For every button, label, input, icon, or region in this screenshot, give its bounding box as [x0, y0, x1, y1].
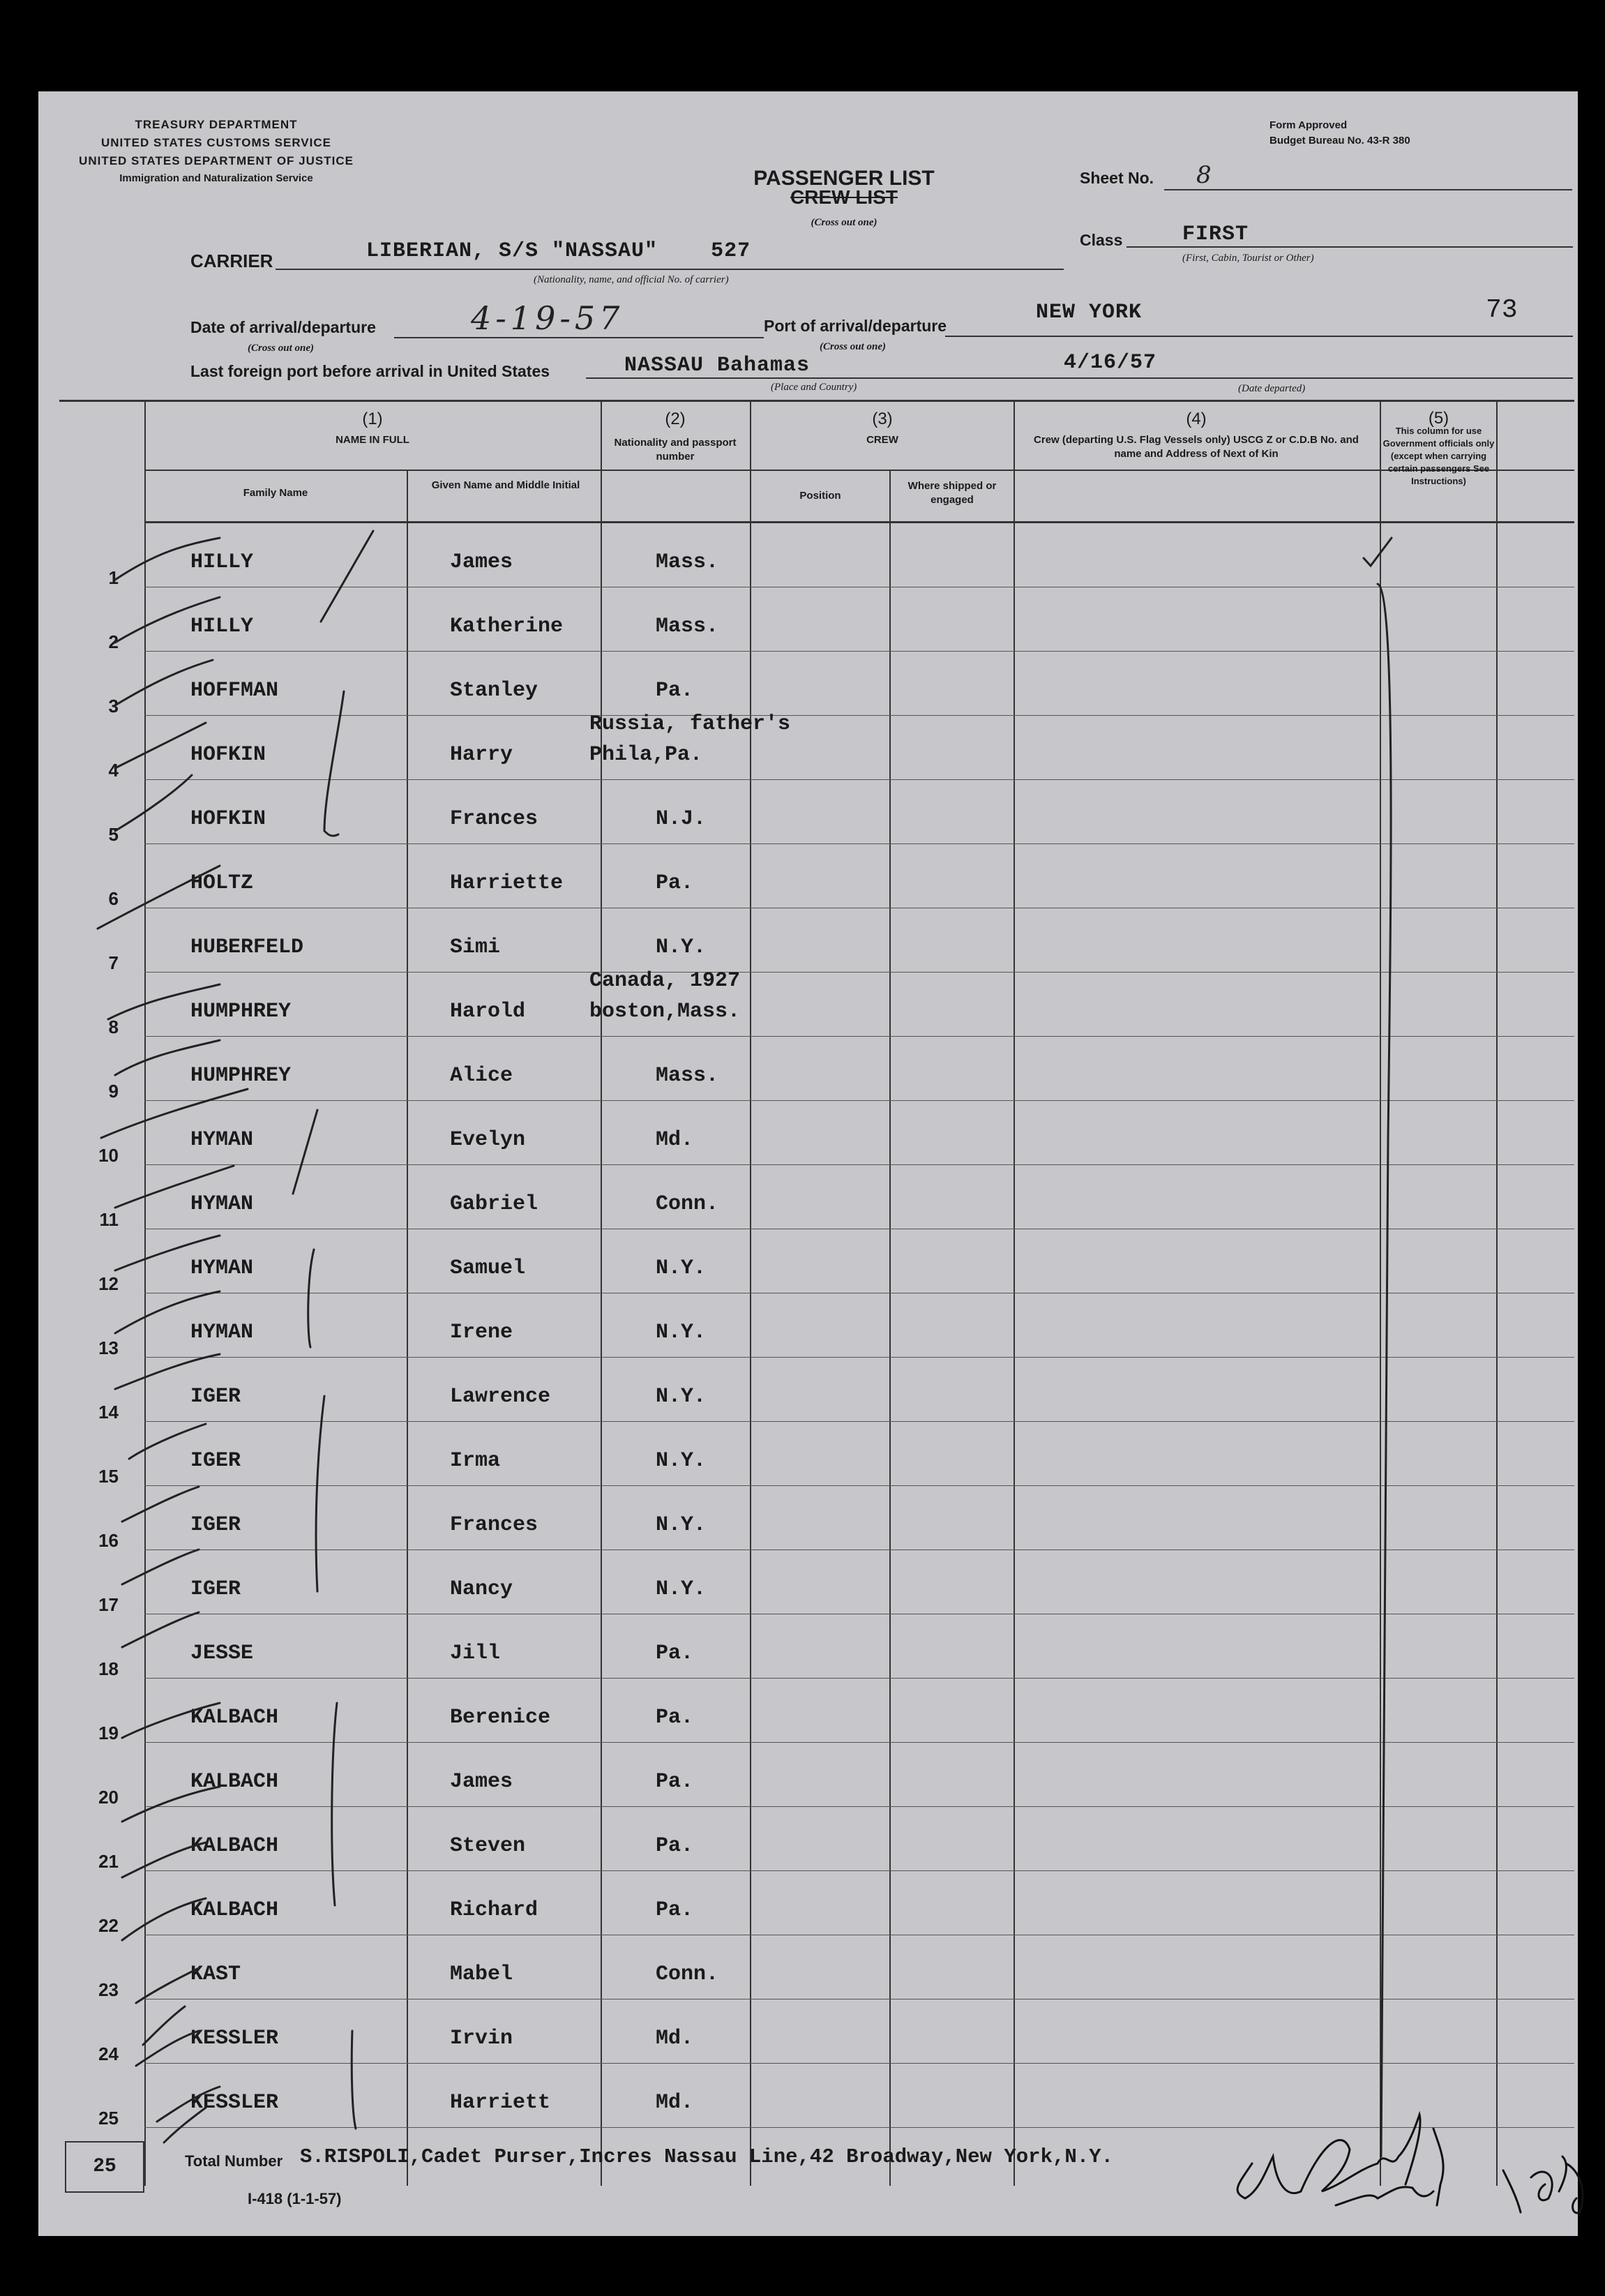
row-number: 8	[108, 1016, 119, 1037]
date-departed-hint: (Date departed)	[1238, 383, 1306, 394]
total-label: Total Number	[185, 2152, 283, 2170]
row-number: 3	[108, 696, 119, 716]
nationality: N.Y.	[656, 1513, 707, 1537]
col4-header: (4) Crew (departing U.S. Flag Vessels only) USCG Z or C.D.B No. and name and Address of Next of Kin	[1034, 410, 1359, 460]
date-label: Date of arrival/departure	[190, 318, 376, 336]
row-divider	[144, 1485, 1574, 1486]
class-label: Class	[1080, 231, 1123, 249]
family-name: HYMAN	[190, 1192, 254, 1216]
col2-header: (2) Nationality and passport number	[614, 410, 737, 463]
row-number: 17	[98, 1594, 119, 1615]
row-divider	[144, 651, 1574, 652]
last-port-label: Last foreign port before arrival in United States	[190, 362, 550, 380]
family-name: KALBACH	[190, 1770, 279, 1794]
given-name: Harriett	[450, 2091, 551, 2115]
row-number: 2	[108, 631, 119, 652]
nationality: Pa.	[656, 1642, 694, 1665]
row-number: 18	[98, 1658, 119, 1679]
given-name: Alice	[450, 1064, 513, 1088]
given-name: Lawrence	[450, 1385, 551, 1409]
row-number: 25	[98, 2108, 119, 2129]
given-name: Nancy	[450, 1577, 513, 1601]
nationality: Phila,Pa.	[589, 743, 703, 767]
row-number: 9	[108, 1081, 119, 1102]
given-name: Harriette	[450, 871, 564, 895]
nationality: Md.	[656, 2027, 694, 2050]
passenger-list-sheet	[38, 91, 1578, 2236]
nationality: Conn.	[656, 1963, 719, 1986]
family-name: JESSE	[190, 1642, 254, 1665]
row-number: 5	[108, 824, 119, 845]
row-number: 10	[98, 1145, 119, 1166]
form-code: I-418 (1-1-57)	[248, 2190, 342, 2207]
last-port-hint: (Place and Country)	[771, 382, 857, 393]
treasury-line: TREASURY DEPARTMENT	[135, 118, 298, 131]
family-name: IGER	[190, 1449, 241, 1473]
port-cross: (Cross out one)	[820, 341, 887, 352]
nationality: N.Y.	[656, 1449, 707, 1473]
row-divider	[144, 2063, 1574, 2064]
given-name: Berenice	[450, 1706, 551, 1729]
customs-line: UNITED STATES CUSTOMS SERVICE	[100, 136, 331, 149]
row-divider	[144, 1100, 1574, 1101]
port-label: Port of arrival/departure	[764, 317, 947, 335]
date-departed: 4/16/57	[1064, 351, 1157, 375]
nationality: Pa.	[656, 679, 694, 703]
given-name: Irma	[450, 1449, 501, 1473]
family-name: HYMAN	[190, 1321, 254, 1344]
family-name: HILLY	[190, 550, 254, 574]
date-cross: (Cross out one)	[248, 343, 315, 354]
given-name: Mabel	[450, 1963, 513, 1986]
family-name: HYMAN	[190, 1256, 254, 1280]
family-name: HOLTZ	[190, 871, 254, 895]
given-name: Frances	[450, 1513, 538, 1537]
row-divider	[144, 972, 1574, 973]
row-divider	[144, 1036, 1574, 1037]
family-name: IGER	[190, 1385, 241, 1409]
row-divider	[144, 1870, 1574, 1871]
budget-bureau: Budget Bureau No. 43-R 380	[1269, 135, 1410, 147]
class-hint: (First, Cabin, Tourist or Other)	[1182, 253, 1314, 264]
row-number: 12	[98, 1273, 119, 1294]
justice-line: UNITED STATES DEPARTMENT OF JUSTICE	[79, 154, 354, 167]
purser-signature	[1210, 2087, 1601, 2226]
sheet-value: 8	[1196, 161, 1212, 189]
family-name: IGER	[190, 1513, 241, 1537]
family-name: HOFKIN	[190, 807, 266, 831]
nationality: Pa.	[656, 1706, 694, 1729]
family-name: HUBERFELD	[190, 936, 304, 959]
given-name: James	[450, 550, 513, 574]
row-number: 13	[98, 1337, 119, 1358]
col3-header: (3) CREW	[866, 410, 898, 446]
family-name: KALBACH	[190, 1706, 279, 1729]
ins-line: Immigration and Naturalization Service	[119, 172, 313, 184]
carrier-value: LIBERIAN, S/S "NASSAU" 527	[366, 239, 751, 263]
family-name: KALBACH	[190, 1834, 279, 1858]
nationality: N.J.	[656, 807, 707, 831]
last-port-value: NASSAU Bahamas	[624, 354, 811, 377]
row-number: 16	[98, 1530, 119, 1551]
row-divider	[144, 1806, 1574, 1807]
given-name: James	[450, 1770, 513, 1794]
nationality: Md.	[656, 2091, 694, 2115]
given-name: Irvin	[450, 2027, 513, 2050]
nationality: Md.	[656, 1128, 694, 1152]
nationality: boston,Mass.	[589, 1000, 741, 1023]
purser-line: S.RISPOLI,Cadet Purser,Incres Nassau Line,42 Broadway,New York,N.Y.	[300, 2145, 1113, 2168]
row-number: 14	[98, 1402, 119, 1423]
family-name: IGER	[190, 1577, 241, 1601]
given-name: Richard	[450, 1898, 538, 1922]
given-name: Katherine	[450, 615, 564, 638]
family-name: HUMPHREY	[190, 1064, 292, 1088]
row-number: 22	[98, 1915, 119, 1936]
nationality: Pa.	[656, 1834, 694, 1858]
given-name: Samuel	[450, 1256, 526, 1280]
given-name: Steven	[450, 1834, 526, 1858]
nationality: Pa.	[656, 871, 694, 895]
row-divider	[144, 715, 1574, 716]
carrier-label: CARRIER	[190, 250, 273, 271]
form-approved: Form Approved	[1269, 119, 1348, 131]
row-number: 1	[108, 567, 119, 588]
given-name: Frances	[450, 807, 538, 831]
family-name-header: Family Name	[243, 487, 308, 499]
given-name: Harold	[450, 1000, 526, 1023]
nationality-note: Canada, 1927	[589, 969, 741, 993]
row-number: 19	[98, 1723, 119, 1743]
given-name: Simi	[450, 936, 501, 959]
given-name-header: Given Name and Middle Initial	[431, 479, 580, 491]
family-name: HYMAN	[190, 1128, 254, 1152]
position-header: Position	[799, 490, 841, 502]
nationality: Mass.	[656, 550, 719, 574]
corner-number: 73	[1486, 295, 1518, 325]
nationality: N.Y.	[656, 1321, 707, 1344]
nationality: N.Y.	[656, 1256, 707, 1280]
family-name: HOFFMAN	[190, 679, 279, 703]
shipped-header: Where shipped or engaged	[907, 480, 997, 506]
nationality: Conn.	[656, 1192, 719, 1216]
title-crew-list: CREW LIST	[790, 186, 898, 208]
carrier-hint: (Nationality, name, and official No. of carrier)	[534, 274, 729, 285]
nationality-note: Russia, father's	[589, 712, 791, 736]
row-number: 11	[99, 1209, 119, 1230]
col5-header: (5) This column for use Government officials only (except when carrying certain passengers See Instructions)	[1382, 409, 1495, 486]
sheet-label: Sheet No.	[1080, 169, 1154, 187]
family-name: HUMPHREY	[190, 1000, 292, 1023]
row-number: 4	[108, 760, 119, 781]
given-name: Evelyn	[450, 1128, 526, 1152]
nationality: N.Y.	[656, 1385, 707, 1409]
family-name: KESSLER	[190, 2091, 279, 2115]
port-value: NEW YORK	[1036, 301, 1143, 324]
title-passenger-list: PASSENGER LIST	[753, 167, 935, 190]
row-number: 15	[98, 1466, 119, 1487]
row-divider	[144, 1357, 1574, 1358]
family-name: HOFKIN	[190, 743, 266, 767]
row-number: 7	[108, 952, 119, 973]
arrival-date: 4-19-57	[471, 299, 624, 337]
given-name: Stanley	[450, 679, 538, 703]
row-number: 21	[98, 1851, 119, 1872]
nationality: Pa.	[656, 1898, 694, 1922]
row-number: 23	[98, 1979, 119, 2000]
family-name: HILLY	[190, 615, 254, 638]
nationality: Pa.	[656, 1770, 694, 1794]
row-number: 24	[98, 2043, 119, 2064]
row-divider	[144, 1742, 1574, 1743]
class-value: FIRST	[1182, 223, 1249, 246]
family-name: KAST	[190, 1963, 241, 1986]
row-number: 6	[108, 888, 119, 909]
given-name: Harry	[450, 743, 513, 767]
family-name: KESSLER	[190, 2027, 279, 2050]
nationality: N.Y.	[656, 1577, 707, 1601]
nationality: N.Y.	[656, 936, 707, 959]
given-name: Irene	[450, 1321, 513, 1344]
row-number: 20	[98, 1787, 119, 1808]
given-name: Jill	[450, 1642, 501, 1665]
nationality: Mass.	[656, 1064, 719, 1088]
row-divider	[144, 1164, 1574, 1165]
row-divider	[144, 843, 1574, 844]
title-cross-out: (Cross out one)	[811, 217, 877, 228]
nationality: Mass.	[656, 615, 719, 638]
row-divider	[144, 779, 1574, 780]
col1-header: (1) NAME IN FULL	[336, 410, 409, 446]
given-name: Gabriel	[450, 1192, 538, 1216]
family-name: KALBACH	[190, 1898, 279, 1922]
row-divider	[144, 1421, 1574, 1422]
row-divider	[144, 1678, 1574, 1679]
total-box: 25	[65, 2141, 144, 2193]
